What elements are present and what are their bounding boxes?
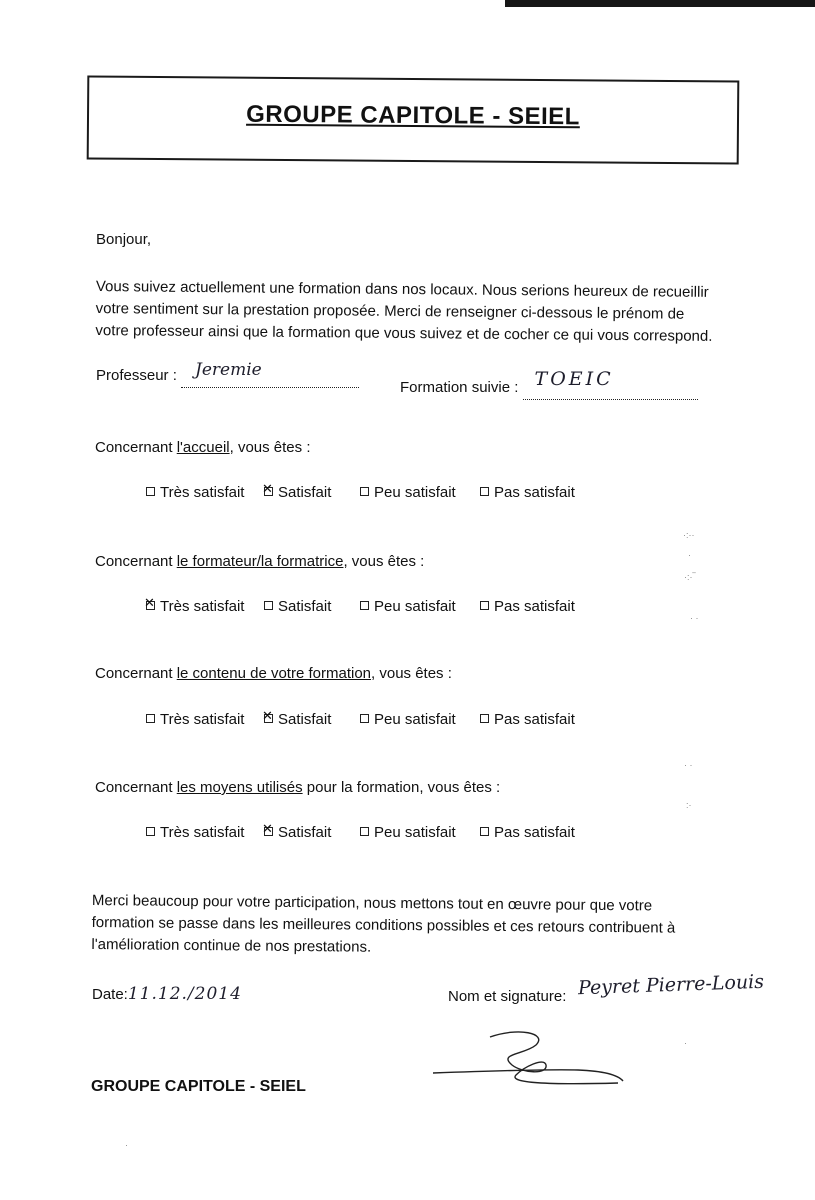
checkbox[interactable] (360, 601, 369, 610)
intro-line: votre sentiment sur la prestation proposée. Merci de renseigner ci-dessous le prénom de (95, 299, 685, 323)
signature-name[interactable]: Peyret Pierre-Louis (577, 970, 765, 1000)
checkbox[interactable] (146, 827, 155, 836)
scan-speck: · (688, 550, 691, 560)
date-label: Date: (92, 986, 128, 1003)
question-2 (95, 551, 424, 573)
intro-line: Vous suivez actuellement une formation dans nos locaux. Nous serions heureux de recueillir (95, 277, 709, 301)
question-suffix: , vous êtes : (371, 665, 452, 682)
question-prefix: Concernant (95, 779, 177, 796)
formation-input[interactable] (523, 368, 698, 400)
footer-title: GROUPE CAPITOLE - SEIEL (91, 1078, 306, 1095)
question-prefix: Concernant (95, 665, 177, 682)
option-pas-satisfait[interactable]: Pas satisfait (480, 824, 575, 841)
title-box (87, 75, 740, 164)
question-suffix: , vous êtes : (229, 439, 311, 456)
question-suffix: , vous êtes : (343, 553, 425, 570)
checkbox[interactable] (146, 487, 155, 496)
date-field (92, 983, 242, 1006)
formation-field (400, 368, 698, 400)
scan-speck: ·:·‾ (684, 572, 696, 582)
option-pas-satisfait[interactable]: Pas satisfait (480, 711, 575, 728)
closing-line: Merci beaucoup pour votre participation, nous mettons tout en œuvre pour que votre (91, 891, 653, 915)
checkbox-checked[interactable] (146, 601, 155, 610)
professor-field (96, 360, 359, 388)
option-peu-satisfait[interactable]: Peu satisfait (360, 484, 456, 501)
checkbox[interactable] (360, 714, 369, 723)
scan-speck: · · (690, 613, 699, 623)
checkbox[interactable] (360, 487, 369, 496)
option-tres-satisfait[interactable]: Très satisfait (146, 711, 244, 728)
option-peu-satisfait[interactable]: Peu satisfait (360, 711, 456, 728)
checkbox[interactable] (264, 601, 273, 610)
option-peu-satisfait[interactable]: Peu satisfait (360, 824, 456, 841)
intro-line: votre professeur ainsi que la formation que vous suivez et de cocher ce qui vous correspond. (95, 321, 713, 345)
greeting: Bonjour, (96, 231, 152, 248)
signature-label: Nom et signature: (448, 988, 567, 1005)
option-peu-satisfait[interactable]: Peu satisfait (360, 598, 456, 615)
scan-speck: :· (686, 800, 692, 810)
option-satisfait[interactable]: Satisfait (264, 598, 331, 615)
scan-edge-artifact (505, 0, 815, 7)
option-satisfait[interactable]: ✕ Satisfait (264, 711, 331, 728)
question-prefix: Concernant (95, 439, 177, 456)
question-4 (95, 777, 500, 799)
checkbox-checked[interactable] (264, 487, 273, 496)
option-satisfait[interactable]: ✕ Satisfait (264, 824, 331, 841)
checkbox-checked[interactable] (264, 827, 273, 836)
question-1 (95, 437, 310, 459)
question-subject: l'accueil (176, 439, 230, 456)
scan-speck: · · (684, 760, 693, 770)
checkbox[interactable] (480, 487, 489, 496)
option-pas-satisfait[interactable]: Pas satisfait (480, 484, 575, 501)
checkbox-checked[interactable] (264, 714, 273, 723)
closing-paragraph (91, 890, 675, 962)
option-pas-satisfait[interactable]: Pas satisfait (480, 598, 575, 615)
checkbox[interactable] (360, 827, 369, 836)
question-subject: le contenu de votre formation (176, 665, 372, 682)
option-tres-satisfait[interactable]: Très satisfait (146, 484, 244, 501)
question-3 (95, 663, 452, 685)
question-prefix: Concernant (95, 553, 177, 570)
option-tres-satisfait[interactable]: ✕Très satisfait (146, 598, 244, 615)
scan-speck: · (125, 1140, 128, 1150)
closing-line: formation se passe dans les meilleures conditions possibles et ces retours contribuent à (91, 913, 676, 937)
question-subject: le formateur/la formatrice (176, 553, 344, 570)
closing-line: l'amélioration continue de nos prestations. (91, 935, 372, 956)
formation-label: Formation suivie : (400, 379, 519, 396)
professor-label: Professeur : (96, 367, 177, 384)
intro-paragraph (95, 276, 713, 348)
scan-speck: · (684, 1038, 687, 1048)
option-satisfait[interactable]: ✕ Satisfait (264, 484, 331, 501)
formation-value: TOEIC (534, 368, 614, 390)
question-suffix: pour la formation, vous êtes : (302, 779, 501, 796)
checkbox[interactable] (480, 827, 489, 836)
checkbox[interactable] (146, 714, 155, 723)
page-title: GROUPE CAPITOLE - SEIEL (246, 100, 581, 131)
professor-input[interactable] (181, 360, 359, 388)
checkbox[interactable] (480, 601, 489, 610)
signature-scribble (428, 1025, 628, 1095)
question-subject: les moyens utilisés (176, 779, 303, 796)
date-value[interactable]: 11.12./2014 (127, 984, 242, 1004)
checkbox[interactable] (480, 714, 489, 723)
scan-speck: ·:·· (683, 530, 695, 540)
professor-value: Jeremie (195, 360, 262, 380)
option-tres-satisfait[interactable]: Très satisfait (146, 824, 244, 841)
